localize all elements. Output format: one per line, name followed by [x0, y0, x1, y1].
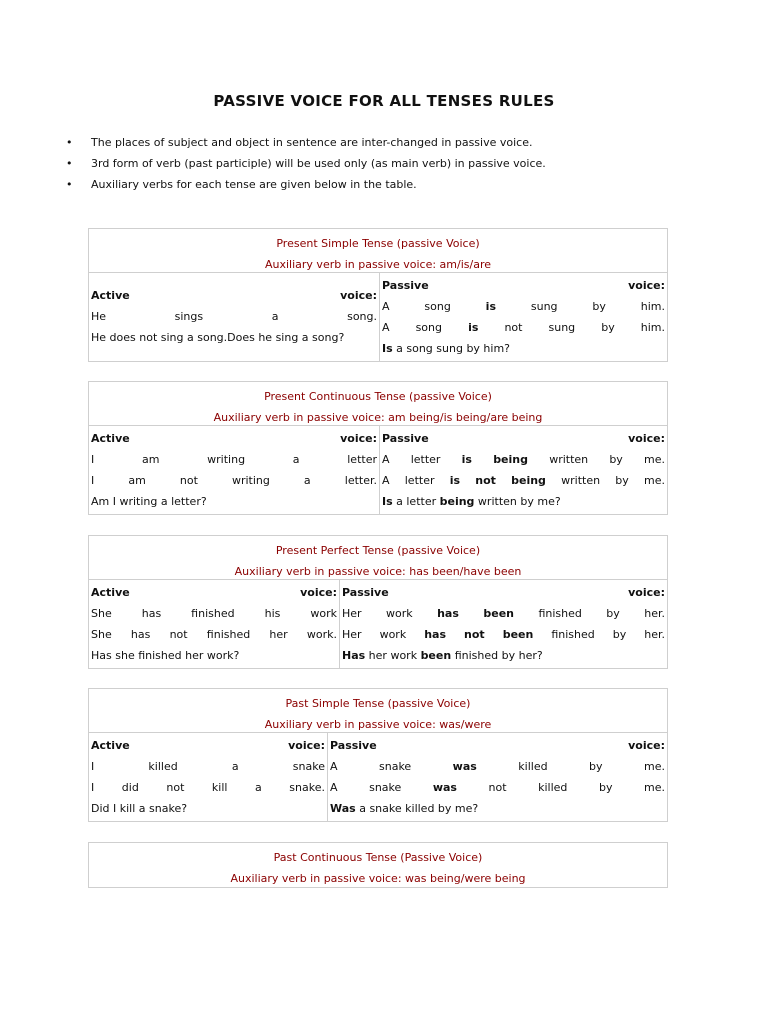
list-item [66, 176, 686, 197]
bold-text: Was [330, 802, 356, 815]
bold-text: not [475, 474, 496, 487]
tense-table-present-continuous [88, 381, 668, 515]
text: I did not kill a snake. [91, 781, 325, 794]
bold-text: Passive [382, 432, 429, 445]
bold-text: is [461, 453, 472, 466]
tense-heading: Past Continuous Tense (Passive Voice) [273, 851, 483, 864]
bold-text: been [502, 628, 534, 641]
aux-verb-line: Auxiliary verb in passive voice: am/is/are [264, 258, 492, 271]
text: A snake [330, 781, 433, 794]
example-sentence [382, 493, 665, 514]
example-sentence [91, 493, 377, 514]
bold-text: was [432, 781, 457, 794]
tense-table-past-simple [88, 688, 668, 822]
text: written by me. [528, 453, 665, 466]
example-sentence [91, 758, 325, 779]
bold-text: has [424, 628, 447, 641]
example-sentence [382, 451, 665, 472]
bold-text: voice: [340, 289, 377, 302]
aux-verb-line: Auxiliary verb in passive voice: was/were [264, 718, 492, 731]
table-header [89, 229, 667, 273]
rules-list [66, 134, 686, 197]
bold-text: voice: [628, 586, 665, 599]
bold-text: Passive [330, 739, 377, 752]
example-sentence [91, 800, 325, 821]
bold-text: Active [91, 432, 130, 445]
example-sentence [342, 584, 665, 605]
example-sentence [342, 605, 665, 626]
example-sentence [382, 472, 665, 493]
text: He does not sing a song.Does he sing a song? [91, 331, 345, 344]
text: finished by her. [514, 607, 665, 620]
example-sentence [91, 329, 377, 350]
bullet-icon: • [66, 136, 73, 149]
example-sentence [342, 626, 665, 647]
text: A song [382, 300, 486, 313]
text: Has she finished her work? [91, 649, 240, 662]
bold-text: being [511, 474, 546, 487]
text [459, 607, 483, 620]
table-header [89, 382, 667, 426]
bold-text: voice: [628, 279, 665, 292]
text [446, 628, 464, 641]
bold-text: Active [91, 739, 130, 752]
bold-text: voice: [628, 432, 665, 445]
bold-text: Active [91, 586, 130, 599]
table-body [89, 580, 667, 668]
text: a letter [392, 495, 440, 508]
text: finished by her. [533, 628, 665, 641]
text: He sings a song. [91, 310, 377, 323]
bold-text: is [449, 474, 461, 487]
text: her work [365, 649, 421, 662]
example-sentence [330, 779, 665, 800]
text: I killed a snake [91, 760, 325, 773]
example-sentence [91, 647, 337, 668]
text: finished by her? [451, 649, 543, 662]
tense-heading: Present Simple Tense (passive Voice) [276, 237, 480, 250]
tense-table-present-simple [88, 228, 668, 362]
tense-heading: Past Simple Tense (passive Voice) [285, 697, 471, 710]
bold-text: Active [91, 289, 130, 302]
text: I am not writing a letter. [91, 474, 377, 487]
example-sentence [91, 308, 377, 329]
text: A snake [330, 760, 453, 773]
text [496, 474, 511, 487]
bold-text: Is [382, 495, 393, 508]
example-sentence [91, 779, 325, 800]
aux-verb-line: Auxiliary verb in passive voice: was being/were being [230, 872, 526, 885]
example-sentence [91, 584, 337, 605]
bold-text: is [485, 300, 496, 313]
example-sentence [382, 298, 665, 319]
text: killed by me. [476, 760, 665, 773]
bold-text: was [452, 760, 477, 773]
active-voice-column [89, 733, 328, 821]
bold-text: voice: [340, 432, 377, 445]
text: She has finished his work [91, 607, 337, 620]
example-sentence [91, 626, 337, 647]
text: Did I kill a snake? [91, 802, 188, 815]
bold-text: Passive [342, 586, 389, 599]
passive-voice-column [380, 273, 667, 361]
passive-voice-column [328, 733, 667, 821]
active-voice-column [89, 426, 380, 514]
bold-text: voice: [628, 739, 665, 752]
table-body [89, 426, 667, 514]
example-sentence [330, 737, 665, 758]
text: a snake killed by me? [355, 802, 479, 815]
bullet-icon: • [66, 157, 73, 170]
text: not killed by me. [456, 781, 665, 794]
bold-text: being [493, 453, 528, 466]
tense-table-past-continuous [88, 842, 668, 888]
active-voice-column [89, 580, 340, 668]
example-sentence [330, 758, 665, 779]
text: Am I writing a letter? [91, 495, 207, 508]
active-voice-column [89, 273, 380, 361]
bold-text: been [420, 649, 452, 662]
bold-text: voice: [300, 586, 337, 599]
table-header [89, 689, 667, 733]
example-sentence [91, 430, 377, 451]
bold-text: has [437, 607, 459, 620]
table-body [89, 733, 667, 821]
tense-table-present-perfect [88, 535, 668, 669]
text: written by me? [474, 495, 561, 508]
text: not sung by him. [478, 321, 665, 334]
list-item-text: Auxiliary verbs for each tense are given below in the table. [91, 178, 417, 191]
list-item-text: The places of subject and object in sentence are inter-changed in passive voice. [91, 136, 533, 149]
list-item [66, 155, 686, 176]
example-sentence [342, 647, 665, 668]
example-sentence [382, 430, 665, 451]
bold-text: Passive [382, 279, 429, 292]
bold-text: voice: [288, 739, 325, 752]
tense-heading: Present Continuous Tense (passive Voice) [264, 390, 492, 403]
page-title: PASSIVE VOICE FOR ALL TENSES RULES [213, 92, 555, 110]
example-sentence [382, 340, 665, 361]
bold-text: is [468, 321, 479, 334]
table-body [89, 273, 667, 361]
text: She has not finished her work. [91, 628, 337, 641]
text: A letter [382, 474, 450, 487]
bold-text: been [483, 607, 514, 620]
text: a song sung by him? [392, 342, 511, 355]
text [460, 474, 475, 487]
text: A song [382, 321, 469, 334]
example-sentence [382, 319, 665, 340]
example-sentence [330, 800, 665, 821]
passive-voice-column [340, 580, 667, 668]
bold-text: Has [342, 649, 366, 662]
text: sung by him. [496, 300, 665, 313]
example-sentence [91, 287, 377, 308]
table-header [89, 536, 667, 580]
text: I am writing a letter [91, 453, 377, 466]
text [472, 453, 493, 466]
list-item-text: 3rd form of verb (past participle) will be used only (as main verb) in passive voice. [91, 157, 546, 170]
example-sentence [382, 277, 665, 298]
table-header [89, 843, 667, 887]
bullet-icon: • [66, 178, 73, 191]
bold-text: Is [382, 342, 393, 355]
text [485, 628, 503, 641]
list-item [66, 134, 686, 155]
bold-text: not [464, 628, 485, 641]
aux-verb-line: Auxiliary verb in passive voice: has been/have been [234, 565, 522, 578]
example-sentence [91, 451, 377, 472]
aux-verb-line: Auxiliary verb in passive voice: am being/is being/are being [213, 411, 543, 424]
example-sentence [91, 737, 325, 758]
example-sentence [91, 472, 377, 493]
example-sentence [91, 605, 337, 626]
passive-voice-column [380, 426, 667, 514]
bold-text: being [439, 495, 475, 508]
text: Her work [342, 607, 438, 620]
text: written by me. [545, 474, 665, 487]
text: A letter [382, 453, 462, 466]
text: Her work [342, 628, 425, 641]
tense-heading: Present Perfect Tense (passive Voice) [275, 544, 481, 557]
